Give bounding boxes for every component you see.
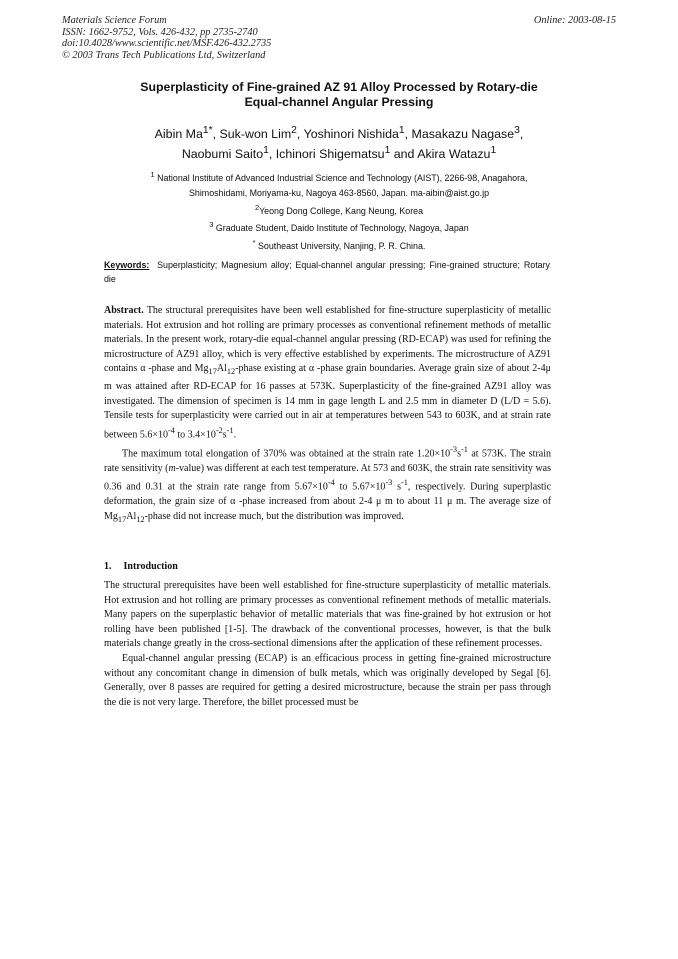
affiliation-4 [60,236,618,254]
text-span: The structural prerequisites have been well established for fine-structure superplasticity of metallic materials. Hot extrusion and hot rolling are primary processes as conventional refinement methods of metallic materials. In the present work, rotary-die equal-channel angular pressing (RD-ECAP) was used for refining the microstructure of AZ91 alloy, which is very effective established by experiments. The microstructure of AZ91 contains [104,305,551,375]
journal-header [62,15,271,61]
superscript: -1 [460,444,468,454]
text-span: . [233,429,237,441]
keywords-block [104,259,550,286]
introduction-block [104,579,551,710]
text-span: The maximum total elongation of 370% was obtained at the strain rate 1.20×10 [122,448,451,459]
intro-paragraph-1: The structural prerequisites have been well established for fine-structure superplasticity of metallic materials. Hot extrusion and hot rolling are primary processes as conventional refinement methods of metallic materials. Many papers on the superplastic behavior of metallic materials that was fine-grained by hot extrusion or hot rolling have been published [1-5]. The drawback of the conventional processes, however, is that the bulk materials change greatly in the cross-sectional dimensions after the application of these refinement processes. [104,580,551,650]
text-span: α -phase grain boundaries. Average grain size of about 2-4 [308,363,546,375]
italic-text: m [168,462,176,474]
journal-name: Materials Science Forum [62,15,167,26]
title-line-1: Superplasticity of Fine-grained AZ 91 Alloy Processed by Rotary-die [140,80,538,94]
subscript: 17 [117,514,127,524]
author-name: Suk-won Lim [219,127,292,142]
text-span: -value) was different at each test temperature. At 573 and 603K, the strain rate sensitivity was 0.36 and 0.31 at the strain rate range from 5.67×10 [104,462,551,493]
affiliation-sup: 3 [209,220,214,230]
intro-paragraph-2: Equal-channel angular pressing (ECAP) is an efficacious process in getting fine-grained microstructure without any concomitant change in dimension of bulk metals, which was originally developed by Segal [6]. Generally, over 8 passes are required for getting a desired microstructure, because the strain per pass through the die is not very large. Therefore, the billet processed must be [104,652,551,708]
text-span: μ m. The average size of Mg [104,496,552,522]
author-sup: 1 [263,144,269,156]
text-span: Al [126,510,137,522]
author-sup: 3 [514,125,520,136]
section-title: Introduction [123,561,178,572]
affiliation-3 [60,218,618,236]
affiliation-sup: * [252,238,256,248]
paper-title [60,80,618,110]
text-span: -phase existing at [235,363,306,375]
text-span: s [457,448,461,459]
superscript: -3 [385,478,393,488]
author-sup: 1 [384,144,391,156]
author-list [60,123,618,162]
section-number: 1. [104,561,112,572]
text-span: α -phase and Mg [140,363,209,375]
affiliation-text: Graduate Student, Daido Institute of Technology, Nagoya, Japan [215,223,469,234]
author-sup: 1 [398,125,405,136]
text-span: to 5.67×10 [339,481,386,493]
author-name: Ichinori Shigematsu [275,146,385,161]
author-name: Yoshinori Nishida [303,127,399,142]
superscript: -1 [226,425,234,435]
affiliation-sup: 1 [150,170,155,179]
affiliation-text: Southeast University, Nanjing, P. R. China. [257,241,426,252]
superscript: -4 [327,478,335,488]
author-line-2: Naobumi Saito$^1$, Ichinori Shigematsu$^1$ and Akira Watazu$^1$ [181,144,497,161]
author-sup: 2 [291,125,297,136]
author-name: Masakazu Nagase [411,127,515,142]
section-heading-introduction [104,561,178,572]
author-sup: 1 [490,144,497,156]
affiliation-2 [60,201,618,219]
text-span: to 3.4×10 [177,429,216,441]
journal-issn: ISSN: 1662-9752, Vols. 426-432, pp 2735-2740 [62,26,258,38]
keywords-text: Superplasticity; Magnesium alloy; Equal-channel angular pressing; Fine-grained structure; Rotary die [104,260,550,284]
abstract-paragraph [104,304,551,443]
affiliation-text: Yeong Dong College, Kang Neung, Korea [259,205,424,216]
abstract-paragraph [104,443,551,528]
author-line-1: Aibin $Ma^{1*}$, Suk-won Lim$^2$, Yoshinori Nishida$^1$, Masakazu Nagase$^3$, [154,125,524,142]
keywords-label: Keywords: [104,260,150,270]
author-name: Naobumi Saito [181,146,264,161]
text-span: α -phase increased from about 2-4 [230,496,373,508]
affiliation-sup: 2 [254,202,260,212]
affiliation-1-cont: Shimoshidami, Moriyama-ku, Nagoya 463-8560, Japan. ma-aibin@aist.go.jp [188,187,490,198]
text-span: Al [216,363,227,375]
author-sup: 1* [202,125,213,136]
superscript: -1 [400,478,408,488]
superscript: -2 [215,425,223,435]
title-line-2: Equal-channel Angular Pressing [244,95,434,109]
text-span: μ m to about 11 [376,496,444,508]
text-span: -phase did not increase much, but the distribution was improved. [144,510,404,522]
affiliation-list [60,168,618,254]
author-name: Akira Watazu [417,146,491,161]
text-span: s [397,481,401,493]
superscript: -4 [167,425,175,435]
abstract-label: Abstract. [104,305,144,316]
superscript: -3 [450,444,458,454]
text-span: , respectively. During superplastic deformation, the grain size of [104,481,552,508]
abstract-block [104,304,551,527]
author-conjunction: and [393,146,415,161]
author-name: Aibin Ma [154,127,203,142]
text-span: at 573K. The strain rate sensitivity ( [104,448,551,474]
affiliation-text: National Institute of Advanced Industrial Science and Technology (AIST), 2266-98, Anagahora, [157,172,528,183]
subscript: 12 [136,514,145,524]
text-span: s [222,429,227,441]
affiliation-1 [60,168,618,186]
journal-doi: doi:10.4028/www.scientific.net/MSF.426-432.2735 [62,38,272,50]
subscript: 12 [226,367,236,377]
online-date: Online: 2003-08-15 [533,15,616,26]
subscript: 17 [208,367,217,377]
text-span: μ m was attained after RD-ECAP for 16 passes at 573K. Superplasticity of the fine-grained AZ91 alloy was investigated. The dimension of specimen is 14 mm in gage length L and 2.5 mm in diameter D (L/D = 5.6). Tensile tests for superplasticity were carried out in air at temperatures between 543 to 603K, and at strain rate between 5.6×10 [104,363,552,441]
journal-copyright: © 2003 Trans Tech Publications Ltd, Switzerland [62,49,266,61]
